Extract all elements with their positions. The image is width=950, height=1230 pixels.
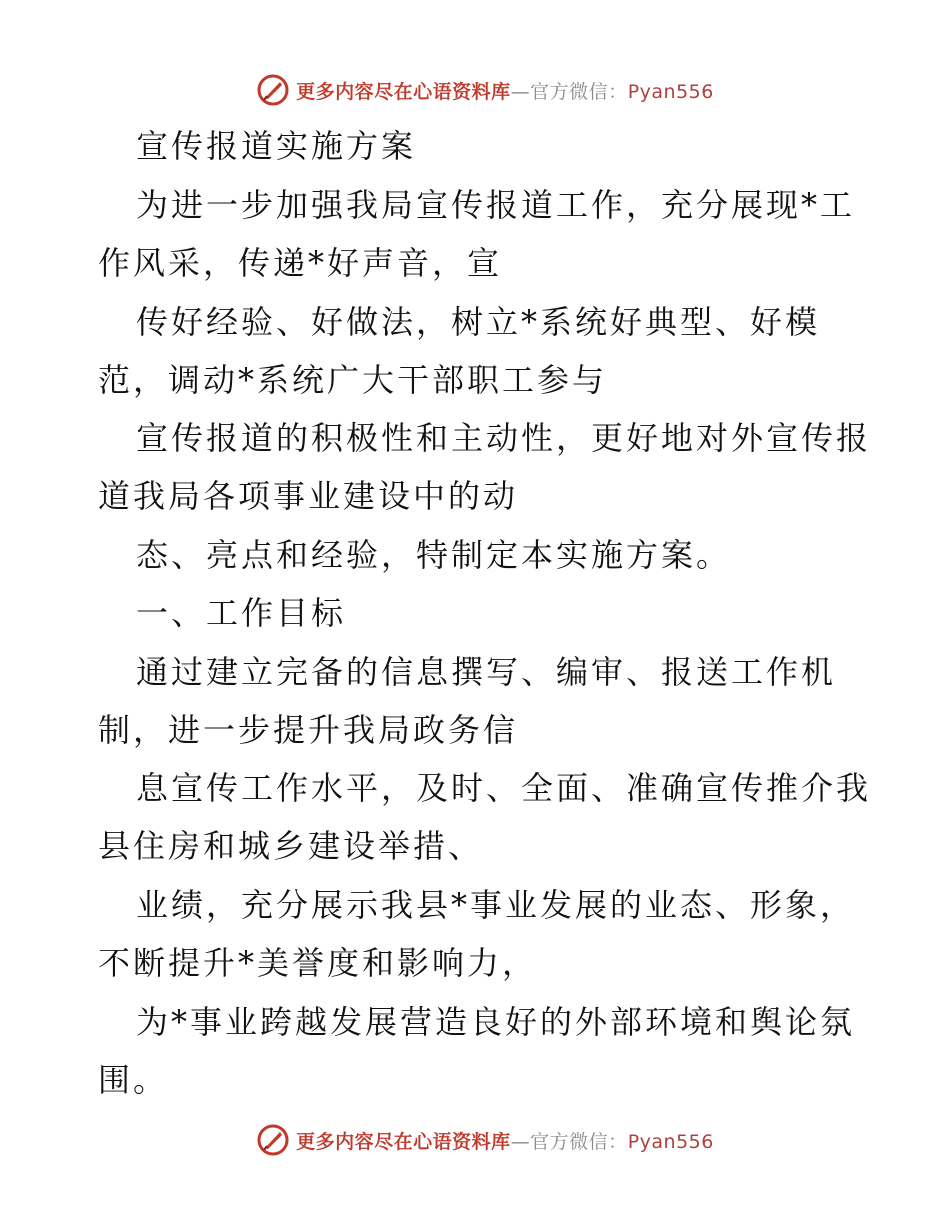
watermark-text <box>296 1127 714 1154</box>
quill-pen-icon <box>256 73 290 107</box>
paragraph-line: 为进一步加强我局宣传报道工作，充分展现*工 <box>136 186 856 224</box>
footer-watermark <box>0 1120 950 1160</box>
watermark-main: 更多内容尽在心语资料库 <box>296 1130 511 1153</box>
header-watermark <box>0 70 950 110</box>
watermark-wechat-id: Pyan556 <box>627 80 714 103</box>
paragraph-line: 业绩，充分展示我县*事业发展的业态、形象， <box>136 886 856 924</box>
watermark-separator: — <box>510 1130 531 1153</box>
watermark-group <box>256 73 714 107</box>
paragraph-line: 为*事业跨越发展营造良好的外部环境和舆论氛 <box>136 1003 856 1041</box>
paragraph-line: 作风采，传递*好声音，宣 <box>98 244 503 282</box>
paragraph-line: 息宣传工作水平，及时、全面、准确宣传推介我 <box>136 769 872 807</box>
quill-pen-icon <box>256 1123 290 1157</box>
watermark-main: 更多内容尽在心语资料库 <box>296 80 511 103</box>
watermark-separator: — <box>510 80 531 103</box>
paragraph-line: 县住房和城乡建设举措、 <box>98 827 484 865</box>
paragraph-line: 范，调动*系统广大干部职工参与 <box>98 361 608 399</box>
section-heading: 一、工作目标 <box>136 594 347 632</box>
watermark-wechat-label: 官方微信： <box>530 1130 628 1153</box>
watermark-group <box>256 1123 714 1157</box>
paragraph-line: 制，进一步提升我局政务信 <box>98 711 519 749</box>
watermark-text <box>296 77 714 104</box>
watermark-wechat-label: 官方微信： <box>530 80 628 103</box>
paragraph-line: 宣传报道的积极性和主动性，更好地对外宣传报 <box>136 419 872 457</box>
paragraph-line: 不断提升*美誉度和影响力， <box>98 944 538 982</box>
document-title: 宣传报道实施方案 <box>136 127 417 165</box>
paragraph-line: 道我局各项事业建设中的动 <box>98 477 519 515</box>
paragraph-line: 态、亮点和经验，特制定本实施方案。 <box>136 536 732 574</box>
paragraph-line: 围。 <box>98 1061 169 1099</box>
paragraph-line: 传好经验、好做法，树立*系统好典型、好模 <box>136 303 821 341</box>
paragraph-line: 通过建立完备的信息撰写、编审、报送工作机 <box>136 653 837 691</box>
watermark-wechat-id: Pyan556 <box>627 1130 714 1153</box>
